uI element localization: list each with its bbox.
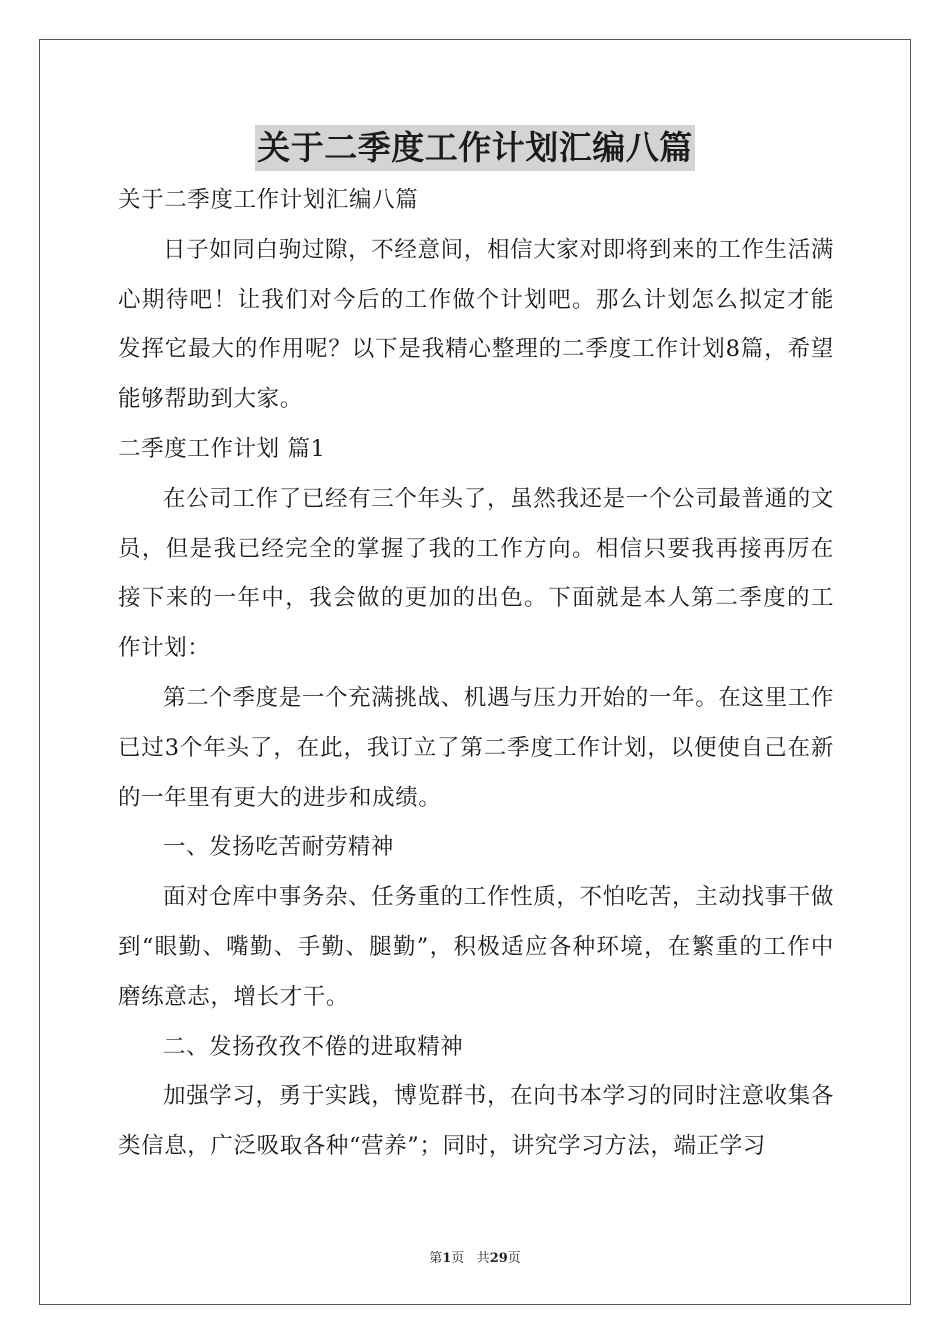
- document-body: [118, 176, 834, 1172]
- subheading: 一、发扬吃苦耐劳精神: [163, 834, 395, 861]
- paragraph: 关于二季度工作计划汇编八篇: [118, 187, 419, 213]
- page-suffix: 页: [451, 1251, 465, 1266]
- total-suffix: 页: [507, 1251, 521, 1266]
- section-heading: 二季度工作计划 篇1: [118, 435, 326, 462]
- paragraph: 第二个季度是一个充满挑战、机遇与压力开始的一年。在这里工作已过3个年头了，在此，我订立了第二季度工作计划，以便使自己在新的一年里有更大的进步和成绩。: [118, 684, 834, 811]
- total-pages: 29: [489, 1251, 508, 1266]
- paragraph: 在公司工作了已经有三个年头了，虽然我还是一个公司最普通的文员，但是我已经完全的掌握了我的工作方向。相信只要我再接再厉在接下来的一年中，我会做的更加的出色。下面就是本人第二季度的工作计划：: [118, 485, 834, 662]
- document-title: 关于二季度工作计划汇编八篇: [255, 125, 695, 171]
- page-current: 1: [442, 1251, 452, 1266]
- paragraph: 面对仓库中事务杂、任务重的工作性质，不怕吃苦，主动找事干做到“眼勤、嘴勤、手勤、腿勤”，积极适应各种环境，在繁重的工作中磨练意志，增长才干。: [118, 884, 834, 1010]
- page-prefix: 第: [429, 1251, 443, 1266]
- total-prefix: 共: [476, 1251, 490, 1266]
- page-footer: [0, 1247, 950, 1266]
- paragraph: 加强学习，勇于实践，博览群书，在向书本学习的同时注意收集各类信息，广泛吸取各种“营养”；同时，讲究学习方法，端正学习: [118, 1083, 834, 1160]
- subheading: 二、发扬孜孜不倦的进取精神: [163, 1033, 464, 1060]
- title-container: [0, 125, 950, 171]
- paragraph: 日子如同白驹过隙，不经意间，相信大家对即将到来的工作生活满心期待吧！让我们对今后的工作做个计划吧。那么计划怎么拟定才能发挥它最大的作用呢？以下是我精心整理的二季度工作计划8篇，希望能够帮助到大家。: [118, 236, 834, 413]
